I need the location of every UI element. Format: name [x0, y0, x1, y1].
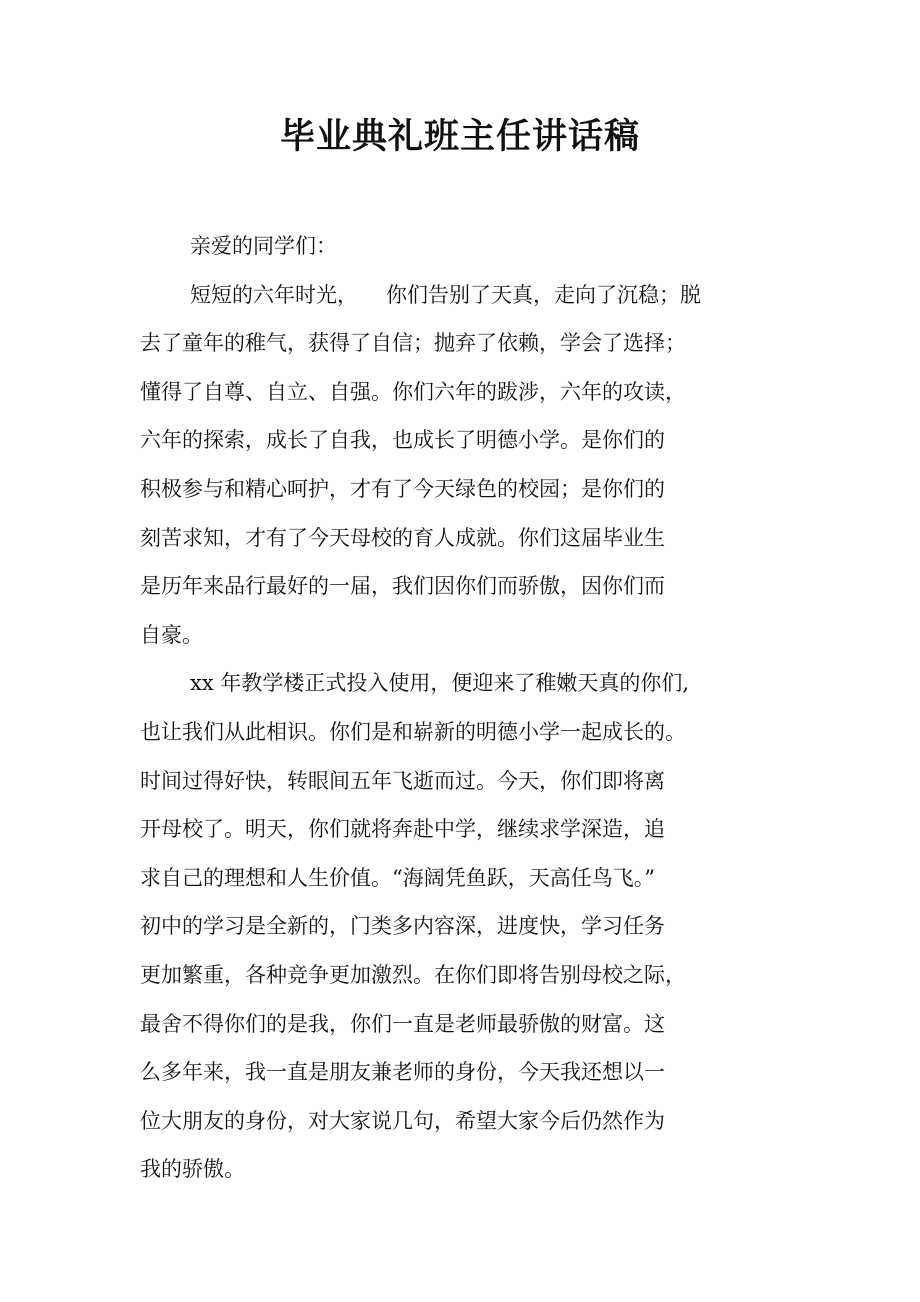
- paragraph-line: 积极参与和精心呵护，才有了今天绿色的校园；是你们的: [140, 476, 665, 501]
- paragraph-line: 时间过得好快，转眼间五年飞逝而过。今天，你们即将离: [140, 768, 665, 793]
- paragraph-line: 自豪。: [140, 622, 203, 647]
- paragraph-line: 刻苦求知，才有了今天母校的育人成就。你们这届毕业生: [140, 525, 665, 550]
- paragraph-line: 最舍不得你们的是我，你们一直是老师最骄傲的财富。这: [140, 1011, 665, 1036]
- paragraph-line: 我的骄傲。: [140, 1157, 245, 1182]
- paragraph-line: 更加繁重，各种竞争更加激烈。在你们即将告别母校之际，: [140, 962, 686, 987]
- paragraph-text: 短短的六年时光，: [190, 282, 358, 307]
- paragraph-line: 求自己的理想和人生价值。“海阔凭鱼跃，天高任鸟飞。”: [140, 865, 655, 890]
- paragraph-text: 你们告别了天真，走向了沉稳；脱: [386, 282, 701, 307]
- paragraph-line: 位大朋友的身份，对大家说几句，希望大家今后仍然作为: [140, 1108, 665, 1133]
- paragraph-line: 懂得了自尊、自立、自强。你们六年的跋涉，六年的攻读，: [140, 379, 686, 404]
- paragraph-line: 么多年来，我一直是朋友兼老师的身份，今天我还想以一: [140, 1060, 665, 1085]
- document-title: 毕业典礼班主任讲话稿: [279, 117, 640, 157]
- greeting-line: 亲爱的同学们：: [190, 234, 337, 258]
- paragraph-line: 开母校了。明天，你们就将奔赴中学，继续求学深造，追: [140, 817, 665, 842]
- paragraph-line: 去了童年的稚气，获得了自信；抛弃了依赖，学会了选择；: [140, 331, 686, 356]
- paragraph-line: xx 年教学楼正式投入使用，便迎来了稚嫩天真的你们,: [190, 671, 690, 696]
- document-body: [140, 222, 790, 1194]
- paragraph-line: 也让我们从此相识。你们是和崭新的明德小学一起成长的。: [140, 719, 686, 744]
- paragraph-line: 初中的学习是全新的，门类多内容深，进度快，学习任务: [140, 914, 665, 939]
- paragraph-line: 六年的探索，成长了自我，也成长了明德小学。是你们的: [140, 428, 665, 453]
- paragraph-line: [140, 271, 790, 320]
- paragraph-line: 是历年来品行最好的一届，我们因你们而骄傲，因你们而: [140, 574, 665, 599]
